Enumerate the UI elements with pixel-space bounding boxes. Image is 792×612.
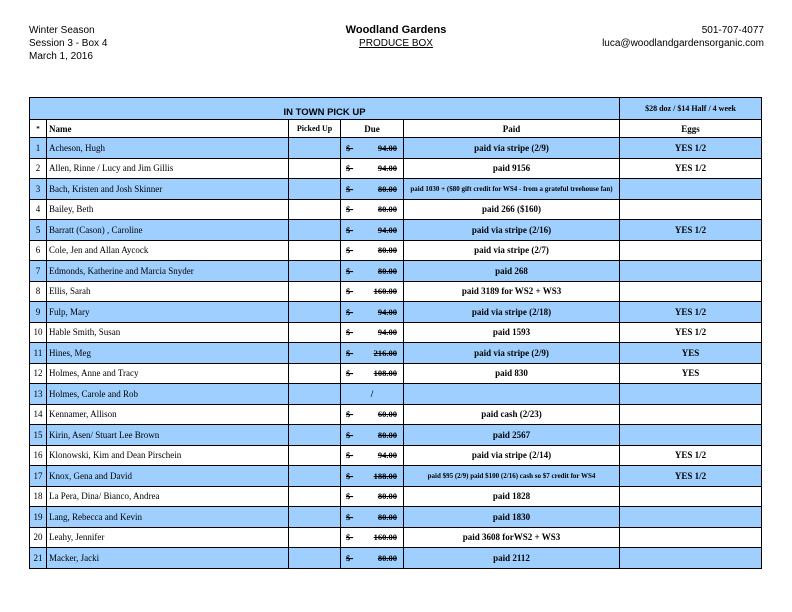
- eggs-status: YES: [620, 363, 762, 384]
- row-number: 14: [30, 404, 47, 425]
- eggs-status: YES 1/2: [620, 302, 762, 323]
- egg-price-note: $28 doz / $14 Half / 4 week: [620, 98, 762, 120]
- row-number: 9: [30, 302, 47, 323]
- season-info: [29, 24, 107, 63]
- due-amount: 160.00: [373, 286, 397, 297]
- due-amount: 94.00: [377, 306, 397, 317]
- due-amount: 216.00: [373, 347, 397, 358]
- due-cell: [341, 527, 404, 548]
- column-header-row: [30, 120, 762, 138]
- table-row: [30, 507, 762, 528]
- table-row: [30, 322, 762, 343]
- due-cell: [341, 302, 404, 323]
- session-label: Session 3 - Box 4: [29, 38, 108, 49]
- customer-name: Holmes, Anne and Tracy: [47, 363, 289, 384]
- due-cell: [341, 466, 404, 487]
- due-currency: $-: [346, 224, 354, 235]
- picked-up-cell: [289, 384, 341, 405]
- customer-name: Bach, Kristen and Josh Skinner: [47, 179, 289, 200]
- paid-status: paid 3189 for WS2 + WS3: [404, 281, 620, 302]
- due-cell: [341, 404, 404, 425]
- document-subtitle: PRODUCE BOX: [359, 38, 433, 49]
- due-cell: [341, 179, 404, 200]
- table-row: [30, 281, 762, 302]
- due-currency: $-: [346, 450, 354, 461]
- paid-status: paid 268: [404, 261, 620, 282]
- row-number: 12: [30, 363, 47, 384]
- season-label: Winter Season: [29, 25, 95, 36]
- paid-status: paid via stripe (2/14): [404, 445, 620, 466]
- col-header-num: *: [30, 120, 47, 138]
- eggs-status: [620, 404, 762, 425]
- row-number: 10: [30, 322, 47, 343]
- due-currency: $-: [346, 409, 354, 420]
- due-currency: $-: [346, 491, 354, 502]
- paid-status: paid via stripe (2/7): [404, 240, 620, 261]
- due-cell: [341, 261, 404, 282]
- due-cell: [341, 240, 404, 261]
- customer-name: Knox, Gena and David: [47, 466, 289, 487]
- customer-name: Hines, Meg: [47, 343, 289, 364]
- due-cell: /: [341, 384, 404, 405]
- row-number: 15: [30, 425, 47, 446]
- eggs-status: YES 1/2: [620, 220, 762, 241]
- picked-up-cell: [289, 527, 341, 548]
- paid-status: paid via stripe (2/9): [404, 343, 620, 364]
- customer-name: Edmonds, Katherine and Marcia Snyder: [47, 261, 289, 282]
- due-amount: 60.00: [377, 409, 397, 420]
- paid-status: paid 1828: [404, 486, 620, 507]
- eggs-status: YES: [620, 343, 762, 364]
- row-number: 1: [30, 138, 47, 159]
- customer-name: Fulp, Mary: [47, 302, 289, 323]
- due-cell: [341, 363, 404, 384]
- picked-up-cell: [289, 322, 341, 343]
- picked-up-cell: [289, 240, 341, 261]
- due-cell: [341, 548, 404, 569]
- row-number: 13: [30, 384, 47, 405]
- due-amount: 80.00: [377, 204, 397, 215]
- picked-up-cell: [289, 425, 341, 446]
- eggs-status: [620, 548, 762, 569]
- due-amount: 80.00: [377, 183, 397, 194]
- farm-heading: [300, 24, 492, 50]
- email-address: luca@woodlandgardensorganic.com: [602, 38, 764, 49]
- picked-up-cell: [289, 302, 341, 323]
- eggs-status: [620, 179, 762, 200]
- eggs-status: [620, 261, 762, 282]
- col-header-eggs: Eggs: [620, 120, 762, 138]
- table-title: IN TOWN PICK UP: [30, 98, 620, 120]
- due-currency: $-: [346, 429, 354, 440]
- col-header-picked-up: Picked Up: [289, 120, 341, 138]
- table-row: [30, 466, 762, 487]
- table-row: [30, 302, 762, 323]
- paid-status: paid 9156: [404, 158, 620, 179]
- phone-number: 501-707-4077: [701, 25, 764, 36]
- paid-status: paid $95 (2/9) paid $100 (2/16) cash so $7 credit for WS4: [404, 466, 620, 487]
- due-currency: $-: [346, 532, 354, 543]
- paid-status: paid 2567: [404, 425, 620, 446]
- customer-name: Bailey, Beth: [47, 199, 289, 220]
- due-amount: 80.00: [377, 491, 397, 502]
- row-number: 8: [30, 281, 47, 302]
- paid-status: paid 1030 + ($80 gift credit for WS4 - from a grateful treehouse fan): [404, 179, 620, 200]
- farm-name: Woodland Gardens: [345, 24, 447, 36]
- customer-name: Ellis, Sarah: [47, 281, 289, 302]
- table-row: [30, 425, 762, 446]
- eggs-status: [620, 425, 762, 446]
- paid-status: paid 266 ($160): [404, 199, 620, 220]
- table-row: [30, 384, 762, 405]
- table-row: [30, 138, 762, 159]
- col-header-name: Name: [47, 120, 289, 138]
- eggs-status: [620, 240, 762, 261]
- due-currency: $-: [346, 347, 354, 358]
- table-row: [30, 363, 762, 384]
- due-amount: 188.00: [373, 470, 397, 481]
- picked-up-cell: [289, 158, 341, 179]
- table-row: [30, 343, 762, 364]
- eggs-status: YES 1/2: [620, 322, 762, 343]
- picked-up-cell: [289, 199, 341, 220]
- row-number: 21: [30, 548, 47, 569]
- date-label: March 1, 2016: [29, 51, 93, 62]
- customer-name: Hable Smith, Susan: [47, 322, 289, 343]
- due-amount: 80.00: [377, 429, 397, 440]
- due-amount: 160.00: [373, 532, 397, 543]
- due-currency: $-: [346, 368, 354, 379]
- customer-name: Kennamer, Allison: [47, 404, 289, 425]
- picked-up-cell: [289, 486, 341, 507]
- table-title-row: [30, 98, 762, 120]
- table-row: [30, 548, 762, 569]
- table-row: [30, 158, 762, 179]
- paid-status: paid cash (2/23): [404, 404, 620, 425]
- due-currency: $-: [346, 286, 354, 297]
- eggs-status: [620, 199, 762, 220]
- due-cell: [341, 425, 404, 446]
- customer-name: Klonowski, Kim and Dean Pirschein: [47, 445, 289, 466]
- customer-name: Kirin, Asen/ Stuart Lee Brown: [47, 425, 289, 446]
- due-cell: [341, 158, 404, 179]
- due-cell: [341, 486, 404, 507]
- row-number: 2: [30, 158, 47, 179]
- customer-name: Leahy, Jennifer: [47, 527, 289, 548]
- paid-status: paid 1830: [404, 507, 620, 528]
- due-currency: $-: [346, 183, 354, 194]
- picked-up-cell: [289, 138, 341, 159]
- picked-up-cell: [289, 179, 341, 200]
- due-cell: [341, 445, 404, 466]
- picked-up-cell: [289, 261, 341, 282]
- paid-status: paid via stripe (2/9): [404, 138, 620, 159]
- due-currency: $-: [346, 552, 354, 563]
- due-cell: [341, 138, 404, 159]
- picked-up-cell: [289, 363, 341, 384]
- row-number: 19: [30, 507, 47, 528]
- eggs-status: [620, 507, 762, 528]
- due-amount: 94.00: [377, 327, 397, 338]
- eggs-status: [620, 486, 762, 507]
- eggs-status: [620, 527, 762, 548]
- row-number: 18: [30, 486, 47, 507]
- eggs-status: [620, 281, 762, 302]
- picked-up-cell: [289, 548, 341, 569]
- eggs-status: YES 1/2: [620, 466, 762, 487]
- due-currency: $-: [346, 265, 354, 276]
- customer-name: Allen, Rinne / Lucy and Jim Gillis: [47, 158, 289, 179]
- paid-status: paid via stripe (2/16): [404, 220, 620, 241]
- picked-up-cell: [289, 445, 341, 466]
- roster-rows: [30, 138, 762, 569]
- picked-up-cell: [289, 220, 341, 241]
- due-cell: [341, 322, 404, 343]
- picked-up-cell: [289, 281, 341, 302]
- picked-up-cell: [289, 343, 341, 364]
- due-cell: [341, 343, 404, 364]
- row-number: 11: [30, 343, 47, 364]
- row-number: 7: [30, 261, 47, 282]
- due-amount: 80.00: [377, 245, 397, 256]
- table-row: [30, 445, 762, 466]
- due-cell: [341, 199, 404, 220]
- customer-name: Barratt (Cason) , Caroline: [47, 220, 289, 241]
- due-cell: [341, 507, 404, 528]
- col-header-due: Due: [341, 120, 404, 138]
- due-amount: 108.00: [373, 368, 397, 379]
- due-currency: $-: [346, 245, 354, 256]
- picked-up-cell: [289, 507, 341, 528]
- due-currency: $-: [346, 470, 354, 481]
- contact-info: [602, 24, 764, 50]
- due-currency: $-: [346, 163, 354, 174]
- due-currency: $-: [346, 142, 354, 153]
- table-row: [30, 527, 762, 548]
- due-amount: 94.00: [377, 450, 397, 461]
- row-number: 20: [30, 527, 47, 548]
- row-number: 6: [30, 240, 47, 261]
- eggs-status: YES 1/2: [620, 445, 762, 466]
- customer-name: Macker, Jacki: [47, 548, 289, 569]
- table-row: [30, 179, 762, 200]
- row-number: 5: [30, 220, 47, 241]
- eggs-status: YES 1/2: [620, 158, 762, 179]
- due-amount: 94.00: [377, 142, 397, 153]
- paid-status: paid via stripe (2/18): [404, 302, 620, 323]
- due-currency: $-: [346, 204, 354, 215]
- eggs-status: YES 1/2: [620, 138, 762, 159]
- pickup-roster-table: [29, 97, 762, 569]
- row-number: 16: [30, 445, 47, 466]
- customer-name: Holmes, Carole and Rob: [47, 384, 289, 405]
- due-amount: 94.00: [377, 163, 397, 174]
- table-row: [30, 220, 762, 241]
- paid-status: paid 830: [404, 363, 620, 384]
- table-row: [30, 261, 762, 282]
- paid-status: paid 1593: [404, 322, 620, 343]
- due-cell: [341, 220, 404, 241]
- paid-status: paid 3608 forWS2 + WS3: [404, 527, 620, 548]
- col-header-paid: Paid: [404, 120, 620, 138]
- due-currency: $-: [346, 327, 354, 338]
- table-row: [30, 404, 762, 425]
- paid-status: [404, 384, 620, 405]
- customer-name: Lang, Rebecca and Kevin: [47, 507, 289, 528]
- due-amount: 80.00: [377, 552, 397, 563]
- row-number: 3: [30, 179, 47, 200]
- customer-name: Cole, Jen and Allan Aycock: [47, 240, 289, 261]
- due-amount: 80.00: [377, 511, 397, 522]
- due-currency: $-: [346, 511, 354, 522]
- due-cell: [341, 281, 404, 302]
- due-currency: $-: [346, 306, 354, 317]
- row-number: 17: [30, 466, 47, 487]
- eggs-status: [620, 384, 762, 405]
- row-number: 4: [30, 199, 47, 220]
- customer-name: La Pera, Dina/ Bianco, Andrea: [47, 486, 289, 507]
- customer-name: Acheson, Hugh: [47, 138, 289, 159]
- paid-status: paid 2112: [404, 548, 620, 569]
- picked-up-cell: [289, 404, 341, 425]
- due-amount: 94.00: [377, 224, 397, 235]
- due-amount: 80.00: [377, 265, 397, 276]
- table-row: [30, 240, 762, 261]
- picked-up-cell: [289, 466, 341, 487]
- table-row: [30, 486, 762, 507]
- table-row: [30, 199, 762, 220]
